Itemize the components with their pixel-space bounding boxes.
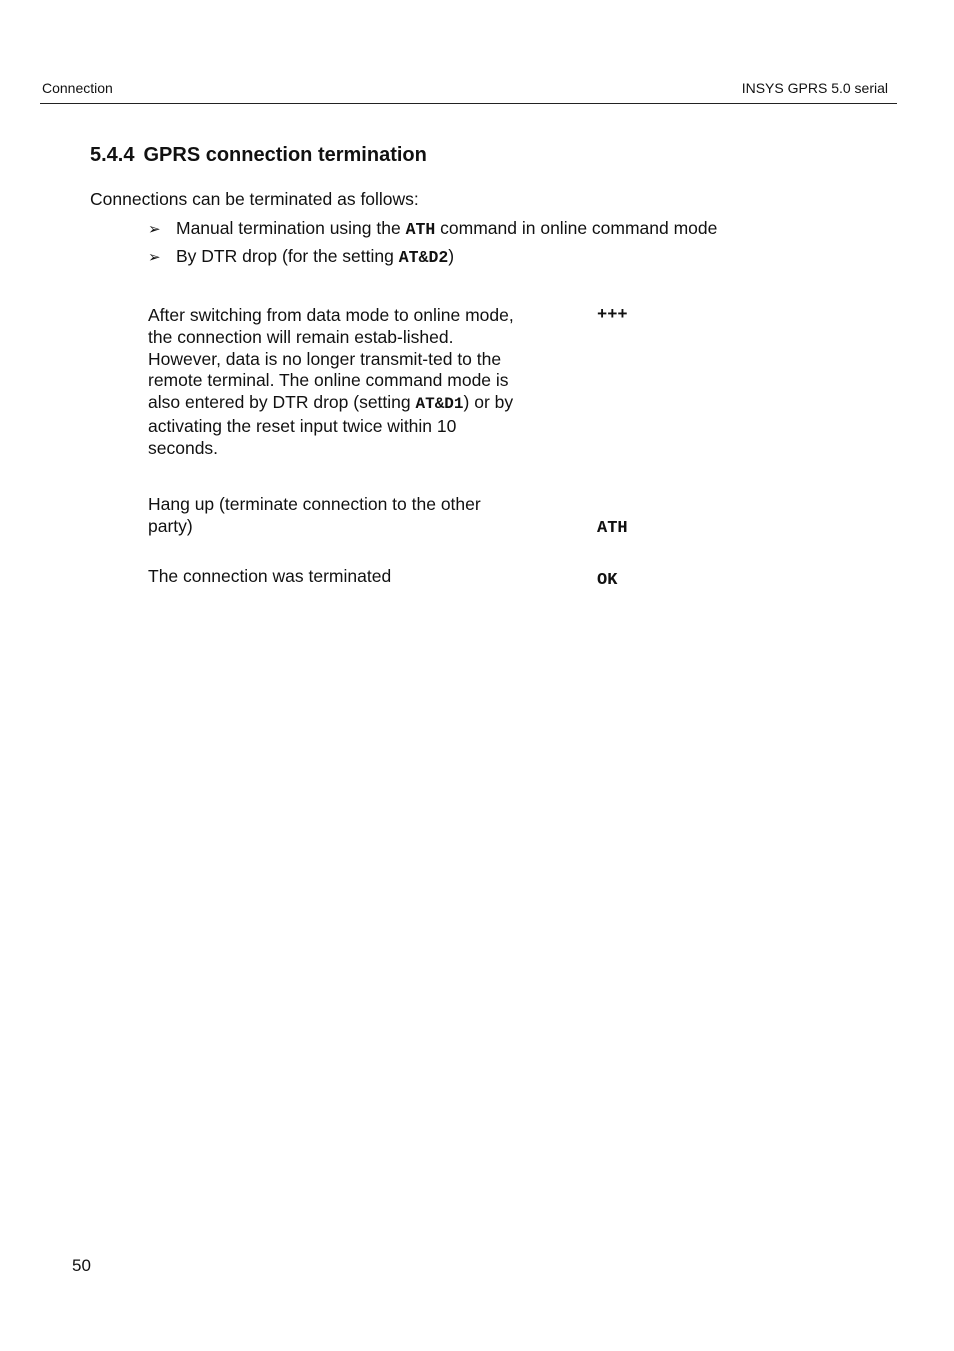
section-number: 5.4.4: [90, 144, 135, 166]
section-title: GPRS connection termination: [143, 144, 427, 166]
step-description: Hang up (terminate connection to the other party): [148, 494, 481, 536]
bullet-text: Manual termination using the: [176, 218, 406, 238]
header-product-name: INSYS GPRS 5.0 serial: [741, 80, 888, 96]
bullet-text: command in online command mode: [435, 218, 718, 238]
arrow-bullet-icon: ➢: [148, 221, 161, 238]
step-command: OK: [597, 571, 618, 590]
inline-command: AT&D1: [415, 395, 464, 414]
step-command: +++: [597, 306, 628, 325]
list-item: [148, 244, 717, 272]
inline-command: AT&D2: [398, 248, 449, 267]
page-header: [40, 78, 897, 104]
inline-command: ATH: [405, 220, 436, 239]
termination-methods-list: [148, 216, 717, 272]
bullet-text: ): [448, 246, 455, 266]
list-item: [148, 216, 717, 244]
arrow-bullet-icon: ➢: [148, 249, 161, 266]
page-number: 50: [72, 1256, 91, 1275]
intro-text: Connections can be terminated as follows:: [90, 189, 419, 209]
step-description: The connection was terminated: [148, 566, 392, 586]
section-heading: [90, 144, 427, 167]
step-description: [148, 305, 528, 460]
step-text: ) or by activating the reset input twice within 10 seconds.: [148, 392, 514, 458]
step-text: After switching from data mode to online mode, the connection will remain estab-lished. However, data is no longer transmit-ted to the remote terminal. The online command mode is also entered by DTR drop (setting: [148, 305, 514, 413]
bullet-text: By DTR drop (for the setting: [176, 246, 399, 266]
header-chapter-title: Connection: [42, 80, 113, 96]
step-command: ATH: [597, 519, 628, 538]
